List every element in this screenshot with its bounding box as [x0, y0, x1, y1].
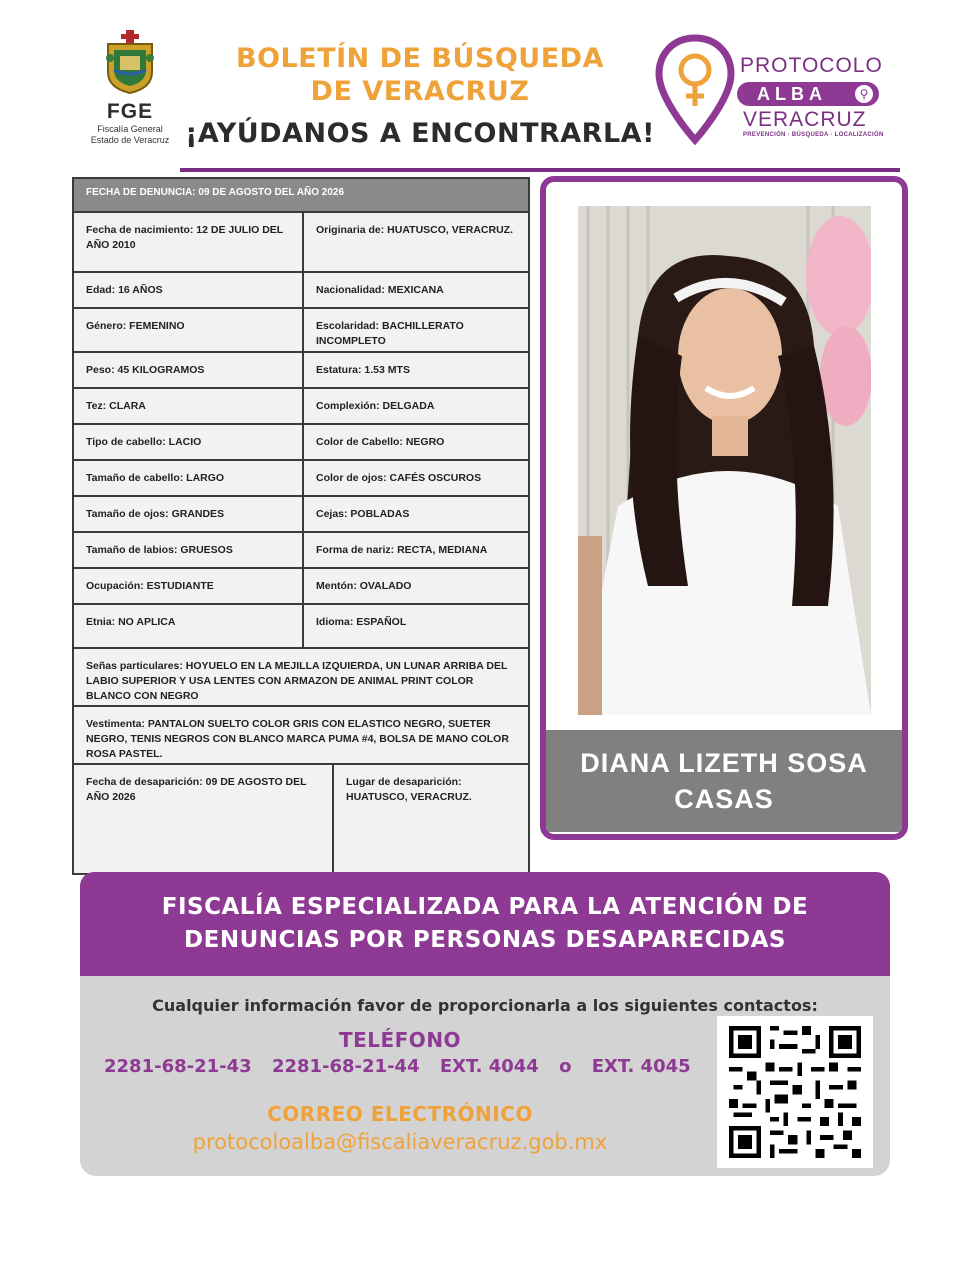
missing-place: Lugar de desaparición: HUATUSCO, VERACRUZ.: [346, 776, 472, 803]
eyebrows: Cejas: POBLADAS: [316, 508, 410, 520]
fge-name-line2: Estado de Veracruz: [90, 135, 170, 145]
occupation: Ocupación: ESTUDIANTE: [74, 569, 304, 603]
table-row: [74, 389, 528, 425]
table-row: [74, 461, 528, 497]
origin: Originaria de: HUATUSCO, VERACRUZ.: [316, 224, 513, 236]
ethnicity: Etnia: NO APLICA: [74, 605, 304, 647]
skin-tone: Tez: CLARA: [74, 389, 304, 423]
name-band: [546, 730, 902, 832]
alba-pill-label: ALBA: [757, 84, 827, 104]
alba-word-veracruz: VERACRUZ: [743, 108, 867, 131]
phone-numbers: [104, 1056, 705, 1077]
lip-size: Tamaño de labios: GRUESOS: [74, 533, 304, 567]
email-address[interactable]: protocoloalba@fiscaliaveracruz.gob.mx: [192, 1130, 608, 1154]
report-date: FECHA DE DENUNCIA: 09 DE AGOSTO DEL AÑO 2026: [74, 179, 528, 213]
table-row: [74, 353, 528, 389]
nose-shape: Forma de nariz: RECTA, MEDIANA: [316, 544, 488, 556]
birth-date: Fecha de nacimiento: 12 DE JULIO DEL AÑO 2010: [74, 213, 304, 271]
title-line1: BOLETÍN DE BÚSQUEDA: [236, 43, 604, 74]
agency-banner: [80, 872, 890, 976]
qr-code-icon[interactable]: [717, 1016, 873, 1168]
contact-intro: Cualquier información favor de proporcionarla a los siguientes contactos:: [152, 996, 818, 1015]
weight: Peso: 45 KILOGRAMOS: [74, 353, 304, 387]
header-divider: [180, 168, 900, 172]
alba-pill: [737, 82, 879, 106]
help-headline: ¡AYÚDANOS A ENCONTRARLA!: [185, 118, 655, 149]
eye-color: Color de ojos: CAFÉS OSCUROS: [316, 472, 482, 484]
chin: Mentón: OVALADO: [316, 580, 412, 592]
person-name: DIANA LIZETH SOSA CASAS: [580, 748, 868, 814]
table-row: [74, 533, 528, 569]
clothing: Vestimenta: PANTALON SUELTO COLOR GRIS CON ELASTICO NEGRO, SUETER NEGRO, TENIS NEGROS CON BLANCO MARCA PUMA #4, BOLSA DE MANO COLOR ROSA PASTEL.: [86, 718, 509, 760]
photo-card: [540, 176, 908, 840]
protocolo-alba-logo: [655, 30, 905, 150]
age: Edad: 16 AÑOS: [74, 273, 304, 307]
agency-name: FISCALÍA ESPECIALIZADA PARA LA ATENCIÓN DE DENUNCIAS POR PERSONAS DESAPARECIDAS: [161, 894, 809, 953]
location-pin-female-icon: [655, 34, 735, 146]
phone-label: TELÉFONO: [338, 1028, 462, 1052]
phone-number-2[interactable]: 2281-68-21-44: [271, 1056, 420, 1077]
fge-abbreviation: FGE: [106, 100, 154, 123]
extension-2: EXT. 4045: [591, 1056, 691, 1077]
magnifier-icon: ⚲: [855, 85, 873, 103]
distinguishing-marks: Señas particulares: HOYUELO EN LA MEJILLA IZQUIERDA, UN LUNAR ARRIBA DEL LABIO SUPERIOR Y USA LENTES CON ARMAZON DE ANIMAL PRINT COLOR BLANCO CON NEGRO: [86, 660, 508, 702]
table-row: [74, 213, 528, 273]
table-row: [74, 497, 528, 533]
fge-logo: [80, 30, 180, 155]
table-row: [74, 569, 528, 605]
table-row: [74, 765, 528, 873]
coat-of-arms-icon: [102, 30, 158, 94]
gender: Género: FEMENINO: [74, 309, 304, 351]
title-line2: DE VERACRUZ: [310, 76, 530, 107]
table-row: [74, 309, 528, 353]
hair-type: Tipo de cabello: LACIO: [74, 425, 304, 459]
table-row: [74, 425, 528, 461]
person-details-table: [72, 177, 530, 875]
table-row: [74, 649, 528, 707]
schooling: Escolaridad: BACHILLERATO INCOMPLETO: [316, 320, 464, 347]
language: Idioma: ESPAÑOL: [316, 616, 407, 628]
missing-date: Fecha de desaparición: 09 DE AGOSTO DEL AÑO 2026: [74, 765, 334, 873]
table-row: [74, 707, 528, 765]
height: Estatura: 1.53 MTS: [316, 364, 410, 376]
person-photo: [578, 206, 871, 715]
extension-conjunction: o: [559, 1056, 572, 1077]
table-row: [74, 273, 528, 309]
hair-color: Color de Cabello: NEGRO: [316, 436, 445, 448]
alba-tagline: PREVENCIÓN · BÚSQUEDA · LOCALIZACIÓN: [743, 132, 884, 138]
hair-length: Tamaño de cabello: LARGO: [74, 461, 304, 495]
phone-number-1[interactable]: 2281-68-21-43: [104, 1056, 252, 1077]
eye-size: Tamaño de ojos: GRANDES: [74, 497, 304, 531]
extension-1: EXT. 4044: [439, 1056, 539, 1077]
email-label: CORREO ELECTRÓNICO: [267, 1102, 533, 1126]
build: Complexión: DELGADA: [316, 400, 435, 412]
table-row: [74, 605, 528, 649]
bulletin-title: [180, 42, 660, 149]
fge-name-line1: Fiscalía General: [97, 124, 163, 134]
alba-word-protocolo: PROTOCOLO: [740, 54, 883, 77]
nationality: Nacionalidad: MEXICANA: [316, 284, 444, 296]
